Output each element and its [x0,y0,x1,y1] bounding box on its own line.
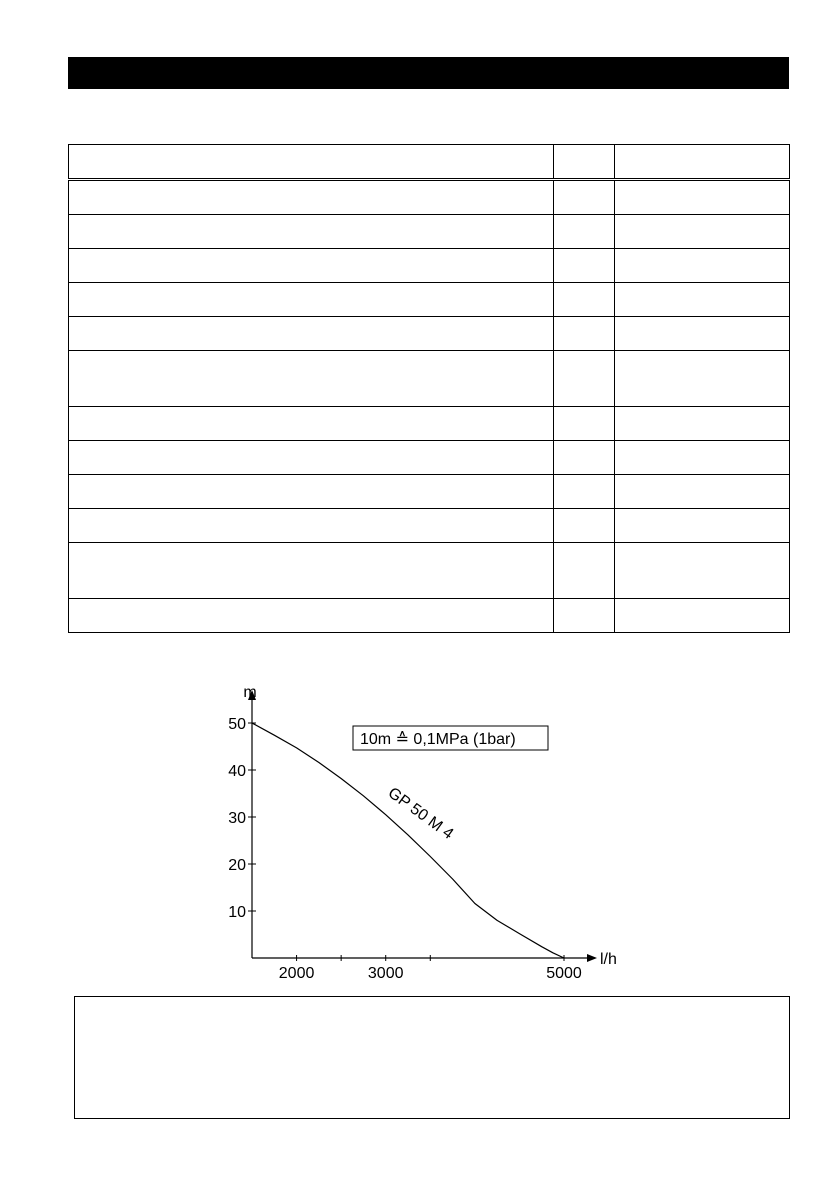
chart-ticks [228,716,582,982]
table-row [69,407,790,441]
header-bar [68,57,789,89]
series-label: GP 50 M 4 [384,784,457,844]
table-cell [614,599,789,633]
table-cell [614,145,789,180]
table-row [69,441,790,475]
table-row [69,283,790,317]
table-row [69,351,790,407]
table-cell [553,351,614,407]
table-row [69,599,790,633]
table-cell [553,145,614,180]
table-cell [69,180,554,215]
y-tick-label: 10 [228,904,246,921]
table-cell [553,475,614,509]
table-cell [553,283,614,317]
table-cell [553,249,614,283]
table-cell [614,441,789,475]
table-cell [69,407,554,441]
table-row [69,543,790,599]
table-cell [553,599,614,633]
y-tick-label: 30 [228,810,246,827]
table-cell [553,543,614,599]
table-cell [614,317,789,351]
table-row [69,215,790,249]
table-row [69,509,790,543]
table-cell [69,215,554,249]
pump-curve-chart [215,682,635,982]
table-row [69,317,790,351]
table-row [69,180,790,215]
table-header-row [69,145,790,180]
table-cell [69,599,554,633]
table-cell [69,351,554,407]
table-cell [553,317,614,351]
table-cell [614,180,789,215]
series-line [252,723,564,958]
table-cell [69,145,554,180]
y-tick-label: 40 [228,763,246,780]
table-cell [614,215,789,249]
table-cell [69,317,554,351]
table-row [69,249,790,283]
table-cell [614,249,789,283]
y-axis-label: m [243,684,257,701]
y-tick-label: 20 [228,857,246,874]
table-cell [614,283,789,317]
table-cell [69,441,554,475]
technical-data-table [68,144,790,633]
table-cell [69,543,554,599]
x-tick-label: 2000 [278,965,315,982]
table-cell [553,407,614,441]
unit-note-box [353,726,548,750]
table-cell [69,249,554,283]
table-cell [69,475,554,509]
unit-note-text: 10m ≙ 0,1MPa (1bar) [360,731,516,748]
table-cell [553,180,614,215]
table-row [69,475,790,509]
table-cell [614,475,789,509]
table-cell [614,543,789,599]
table-cell [69,509,554,543]
table-cell [614,407,789,441]
x-axis-label: l/h [600,951,617,968]
table-cell [553,441,614,475]
table-cell [614,351,789,407]
chart-series [252,723,564,958]
table-cell [553,215,614,249]
table-cell [69,283,554,317]
x-tick-label: 5000 [546,965,582,982]
y-tick-label: 50 [228,716,246,733]
x-tick-label: 3000 [367,965,404,982]
table-cell [553,509,614,543]
notes-box [74,996,790,1119]
table-cell [614,509,789,543]
